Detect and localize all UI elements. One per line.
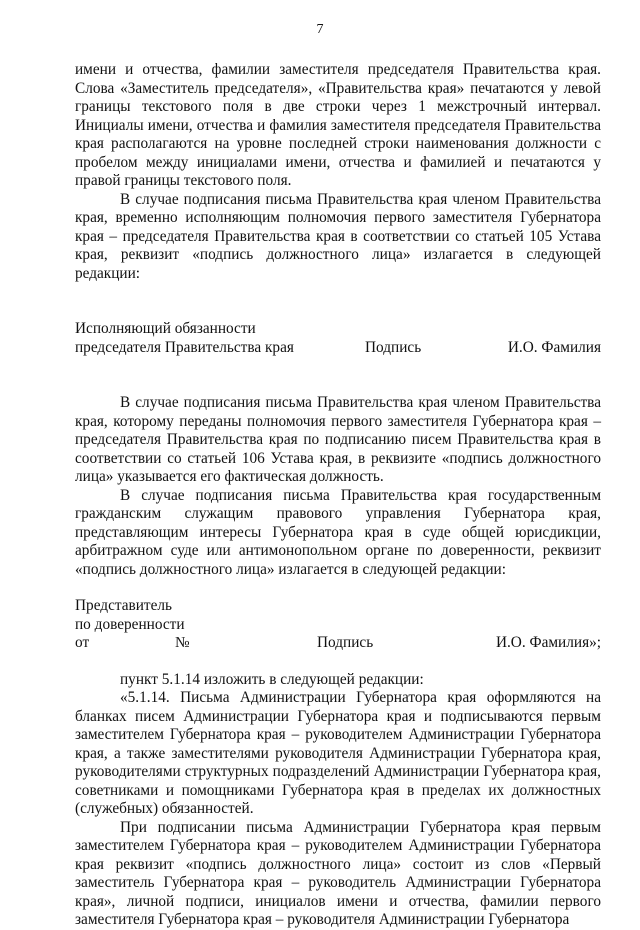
proxy-date-label: от (75, 634, 90, 651)
paragraph-4: В случае подписания письма Правительства края государственным гражданским служащим правового управления Губернатора края, представляющим интересы Губернатора края в суде общей юрисдикции, арбитражном суде или антимонопольном органе по доверенности, реквизит «подпись должностного лица» излагается в следующей редакции: (75, 486, 601, 578)
signature-block-1-line-1 (75, 320, 601, 339)
signature-block-2-line-2 (75, 616, 601, 635)
spacer (75, 653, 601, 671)
paragraph-6: «5.1.14. Письма Администрации Губернатора края оформляются на бланках писем Администрации Губернатора края и подписываются первым заместителем Губернатора края – руководителем Администрации Губернатора края, а также заместителями руководителя Администрации Губернатора края, руководителями структурных подразделений Администрации Губернатора края, советниками и помощниками Губернатора края в пределах их должностных (служебных) обязанностей. (75, 689, 601, 817)
document-body (75, 61, 601, 930)
paragraph-3: В случае подписания письма Правительства края членом Правительства края, которому переданы полномочия первого заместителя Губернатора края – председателя Правительства края по подписанию писем Правительства края в соответствии со статьей 106 Устава края, в реквизите «подпись должностного лица» указывается его фактическая должность. (75, 394, 601, 485)
signature-name: И.О. Фамилия»; (495, 634, 601, 651)
proxy-number-label: № (175, 634, 190, 651)
proxy-label: по доверенности (75, 615, 185, 633)
signature-placeholder: Подпись (317, 634, 374, 651)
signature-placeholder: Подпись (365, 338, 422, 356)
spacer (75, 283, 601, 320)
paragraph-7: При подписании письма Администрации Губернатора края первым заместителем Губернатора края – руководителем Администрации Губернатора края реквизит «подпись должностного лица» состоит из слов «Первый заместитель Губернатора края – руководитель Администрации Губернатора края», личной подписи, инициалов имени и отчества, фамилии первого заместителя Губернатора края – руководителя Администрации Губернатора (75, 818, 601, 928)
spacer (75, 579, 601, 597)
signature-position-line-2: председателя Правительства края (75, 338, 294, 356)
signature-block-2-line-1 (75, 597, 601, 616)
representative-label: Представитель (75, 597, 173, 614)
paragraph-1: имени и отчества, фамилии заместителя председателя Правительства края. Слова «Заместитель председателя», «Правительства края» печатаются у левой границы текстового поля в две строки через 1 межстрочный интервал. Инициалы имени, отчества и фамилия заместителя председателя Правительства края располагаются на уровне последней строки наименования должности с пробелом между инициалами имени, отчества и фамилией и печатаются у правой границы текстового поля. (75, 61, 601, 189)
page-number: 7 (316, 22, 324, 37)
paragraph-5: пункт 5.1.14 изложить в следующей редакции: (120, 670, 424, 688)
paragraph-2: В случае подписания письма Правительства края членом Правительства края, временно исполняющим полномочия первого заместителя Губернатора края – председателя Правительства края в соответствии со статьей 105 Устава края, реквизит «подпись должностного лица» излагается в следующей редакции: (75, 190, 601, 282)
signature-name: И.О. Фамилия (507, 338, 601, 356)
spacer (75, 357, 601, 394)
signature-block-2-line-3 (75, 634, 601, 653)
signature-position-line-1: Исполняющий обязанности (75, 320, 256, 337)
signature-block-1-line-2 (75, 339, 601, 358)
